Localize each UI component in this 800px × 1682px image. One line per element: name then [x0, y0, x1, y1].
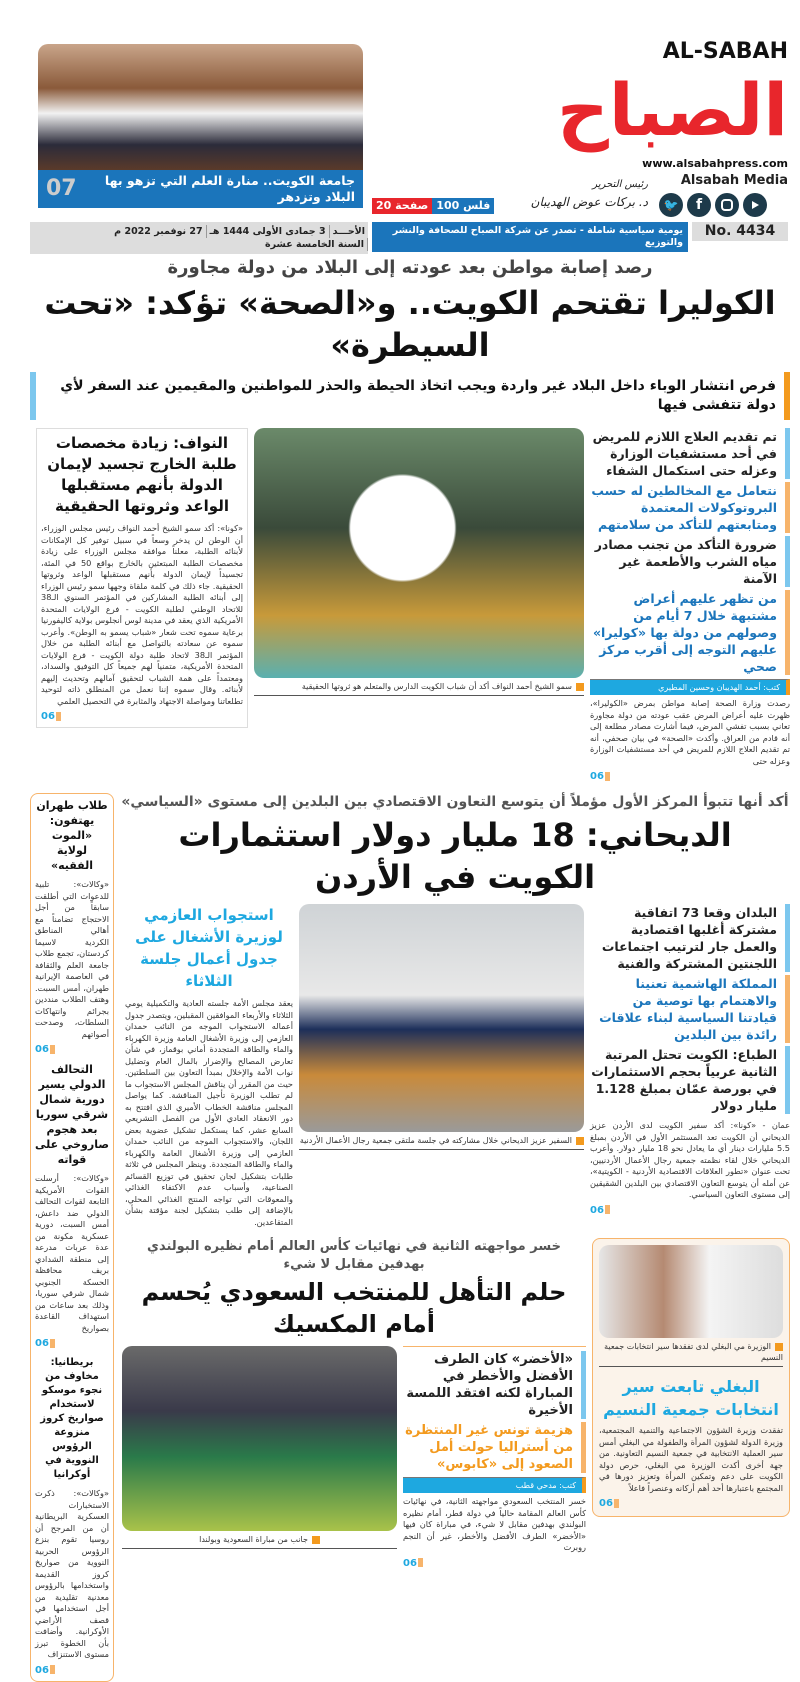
- jordan-photo-caption: السفير عزيز الديحاني خلال مشاركته في جلسة ملتقى جمعية رجال الأعمال الأردنية: [299, 1135, 584, 1150]
- nawaf-photo-caption: سمو الشيخ أحمد النواف أكد أن شباب الكويت الدارس والمتعلم هو ثروتها الحقيقية: [254, 681, 584, 696]
- azmi-headline[interactable]: استجواب العازمي لوزيرة الأشغال على جدول أعمال جلسة الثلاثاء: [135, 906, 283, 990]
- facebook-icon[interactable]: f: [687, 193, 711, 217]
- lead-bullet: تم تقديم العلاج اللازم للمريض في أحد مستشفيات الوزارة وعزله حتى استكمال الشفاء: [590, 428, 790, 479]
- match-photo: [122, 1346, 397, 1531]
- day: الأحـــد: [332, 226, 365, 237]
- jordan-bullet: الطباع: الكويت تحتل المرتبة الثانية عربياً بحجم الاستثمارات في بورصة عمّان بمبلغ 1.128 مليار دولار: [590, 1046, 790, 1114]
- issue-number: No. 4434: [692, 222, 788, 241]
- jordan-row: [120, 904, 790, 1228]
- nawaf-photo: [254, 428, 584, 678]
- page-content: [30, 256, 790, 1682]
- teaser-title: جامعة الكويت.. منارة العلم التي تزهو بها البلاد وتزدهر: [104, 173, 355, 204]
- lead-page-ref[interactable]: 06: [590, 770, 790, 783]
- sidebar-page-ref[interactable]: 06: [35, 1043, 109, 1056]
- lower-main: [120, 793, 790, 1570]
- website[interactable]: www.alsabahpress.com: [642, 157, 788, 170]
- social-label: Alsabah Media: [680, 173, 788, 188]
- price-box: [372, 198, 494, 214]
- bottom-row: [120, 1238, 790, 1570]
- nawaf-body: «كونا»: أكد سمو الشيخ أحمد النواف رئيس مجلس الوزراء، أن الوطن لن يدخر وسعاً في سبيل توفير كل الإمكانات لأبنائه الطلبة، معلناً موافقة مجلس الوزراء على زيادة مخصصات الطلبة المبتعثين بالخارج بواقع 50 في المئة، تجسيداً لإيمان الدولة بأنهم مستقبلها الواعد وثروتها الحقيقية. جاء ذلك في كلمة ملقاة وجهها سمو رئيس الوزراء إلى أبنائه الطلبة المشاركين في المؤتمر السنوي الـ38 للاتحاد الوطني لطلبة الكويت - فرع الولايات المتحدة الأمريكية الذي يعقد في مدينة لوس أنجلوس بولاية كاليفورنيا برعاية سموه تحت شعار «شباب يسمو به الوطن». وأعرب سموه عن سعادته بالتواصل مع أبنائه الطلبة من خلال المؤتمر الـ38 لاتحاد طلبة دولة الكويت - فرع الولايات المتحدة الأمريكية، متمنياً لهم جميعاً كل التوفيق والسداد، ومعتمداً على همة الشباب لتحقيق آمالهم وتحديث إليهم لأبنائه. وقال سموه إننا نعمل من المنطلق ذاته لتوحيد تطلعاتنا ومواصلة الاجتهاد والمثابرة في التحصيل العلمي: [41, 523, 243, 706]
- sidebar-headline[interactable]: طلاب طهران يهتفون: «الموت لولاية الفقيه»: [36, 799, 108, 872]
- teaser-page: 07: [46, 176, 77, 201]
- nawaf-photo-block: [254, 428, 584, 696]
- lead-byline: كتب: أحمد الهديبان وحسين المطيري: [590, 679, 790, 695]
- baghli-body: تفقدت وزيرة الشؤون الاجتماعية والتنمية المجتمعية، وزيرة الدولة لشؤون المرأة والطفولة مي البغلي أمس سير العملية الانتخابية في جمعية النسيم التعاونية. من جهة أخرى أكدت الوزيرة مي البغلي، حرص دولة الكويت على دعم وتمكين المرأة وتعزيز دورها في المجتمع باعتبارها أحد أهم أركانه وعنصراً فاعلاً: [599, 1425, 783, 1493]
- jordan-bullet: المملكة الهاشمية تعنينا والاهتمام بها توصية من قيادتنا السياسية لبناء علاقات رائدة بين البلدين: [590, 975, 790, 1043]
- lower-section: [30, 793, 790, 1682]
- baghli-headline[interactable]: البغلي تابعت سير انتخابات جمعية النسيم: [603, 1377, 779, 1419]
- lead-subhead: فرص انتشار الوباء داخل البلاد غير واردة ويجب اتخاذ الحيطة والحذر للمواطنين والمقيمين عند السفر لأي دولة تتفشى فيها: [30, 372, 790, 420]
- sports-headline[interactable]: حلم التأهل للمنتخب السعودي يُحسم أمام المكسيك: [141, 1278, 567, 1338]
- jordan-photo: [299, 904, 584, 1132]
- sports-section: [122, 1238, 586, 1570]
- jordan-kicker: أكد أنها تتبوأ المركز الأول مؤملاً أن يتوسع التعاون الاقتصادي بين البلدين إلى مستوى «السياسي»: [121, 794, 789, 810]
- jordan-page-ref[interactable]: 06: [590, 1204, 790, 1217]
- nawaf-page-ref[interactable]: 06: [41, 710, 243, 723]
- nawaf-headline[interactable]: النواف: زيادة مخصصات طلبة الخارج تجسيد لإيمان الدولة بأنهم مستقبلها الواعد وثروتها الحقيقية: [47, 434, 237, 515]
- lead-headline[interactable]: الكوليرا تقتحم الكويت.. و«الصحة» تؤكد: «تحت السيطرة»: [44, 284, 776, 364]
- sports-bullet: هزيمة تونس غير المنتظرة من أستراليا حولت أمل الصعود إلى «كابوس»: [403, 1422, 586, 1473]
- sidebar-page-ref[interactable]: 06: [35, 1337, 109, 1350]
- jordan-photo-block: [299, 904, 584, 1150]
- sports-row: [122, 1346, 586, 1570]
- instagram-icon[interactable]: [715, 193, 739, 217]
- jordan-body: عمان - «كونا»: أكد سفير الكويت لدى الأردن عزيز الديحاني أن الكويت تعد المستثمر الأول في الأردن بمبلغ 5.5 مليارات دينار أي ما يعادل نحو 18 مليار دولار. وأعرب الديحاني خلال لقاء نظمته جمعية رجال الأعمال الأردنيين، تحت عنوان «تطور العلاقات الاقتصادية الأردنية - الكويتية»، عن أمله أن يتوسع التعاون الاقتصادي بين البلدين الشقيقين إلى مستوى التعاون السياسي.: [590, 1120, 790, 1199]
- lead-bullets: [590, 428, 790, 783]
- university-photo: [38, 44, 363, 170]
- lead-bullet: نتعامل مع المخالطين له حسب البروتوكولات المعتمدة ومتابعتهم للتأكد من سلامتهم: [590, 482, 790, 533]
- price: 100 فلس: [432, 198, 494, 214]
- lead-bullet: من تظهر عليهم أعراض مشتبهة خلال 7 أيام من وصولهم من دولة بها «كوليرا» عليهم التوجه إلى أقرب مركز صحي: [590, 590, 790, 675]
- sports-column: [403, 1346, 586, 1570]
- match-photo-caption: جانب من مباراة السعودية وبولندا: [122, 1534, 397, 1549]
- social-icons: [659, 193, 767, 217]
- teaser-bar[interactable]: [38, 170, 363, 208]
- tagline-bar: يومية سياسية شاملة - تصدر عن شركة الصباح للصحافة والنشر والتوزيع: [372, 222, 688, 252]
- baghli-photo: [599, 1245, 783, 1338]
- azmi-body: يعقد مجلس الأمة جلسته العادية والتكميلية يومي الثلاثاء والأربعاء الموافقين المقبلين، ويتصدر جدول أعماله الاستجواب الموجه من النائب حمدان العازمي إلى وزيرة الأشغال العامة وزيرة الكهرباء والماء والطاقة المتجددة أماني بوقماز، في شأن تعارض المصالح والإضرار بالمال العام وتضليل نواب الأمة والإخلال بمبدأ التعاون بين السلطتين. حيث من المقرر أن يناقش المجلس الاستجواب ما لم تطلب الوزيرة تأجيل المناقشة. كما يواصل المجلس مناقشة الخطاب الأميري الذي افتتح به دور الانعقاد العادي الأول من الفصل التشريعي السابع عشر، كما يستكمل تشكيل عضوية بعض اللجان، والاستجواب الموجه من النائب حمدان العازمي إلى وزيرة الأشغال العامة والكهرباء والماء والطاقة المتجددة. وينظر المجلس في ثلاثة طلبات بتشكيل لجان تحقيق في توزيع القسائم الصناعية، وأسباب عدم الاكتفاء الغذائي والمعوقات التي تواجه المنتج الغذائي المحلي، بالإضافة إلى طلب بتشكيل لجنة مؤقتة بشأن المتقاعدين.: [125, 998, 293, 1227]
- lead-body: رصدت وزارة الصحة إصابة مواطن بمرض «الكوليرا»، ظهرت عليه أعراض المرض عقب عودته من دولة مجاورة تعاني بسبب تفشي المرض، فيما أشارت مصادر مطلعة إلى أنه قادم من العراق. وأكدت «الصحة» في بيان صحفي، أنه تم تقديم العلاج اللازم للمريض في أحد مستشفيات الوزارة وعزله حتى: [590, 698, 790, 766]
- sports-bullet: «الأخضر» كان الطرف الأفضل والأخطر في المباراة لكنه افتقد اللمسة الأخيرة: [403, 1351, 586, 1419]
- gregorian-date: 27 نوفمبر 2022 م: [111, 225, 206, 238]
- sidebar-body: «وكالات»: أرسلت القوات الأمريكية التابعة لقوات التحالف الدولي ضد داعش، أمس السبت، دورية عسكرية مكونة من عدة عربات مدرعة إلى منطقة الشدادي بريف محافظة الحسكة الجنوبي شمال شرقي سوريا، وذلك بعد ساعات من استهداف القاعدة بصواريخ: [35, 1173, 109, 1333]
- jordan-headline[interactable]: الديحاني: 18 مليار دولار استثمارات الكويت في الأردن: [178, 816, 732, 896]
- sports-page-ref[interactable]: 06: [403, 1557, 586, 1570]
- hijri-date: 3 جمادى الأولى 1444 هـ: [207, 225, 330, 238]
- page-count: 20 صفحة: [372, 198, 432, 214]
- azmi-story: [125, 904, 293, 1228]
- baghli-page-ref[interactable]: 06: [599, 1497, 783, 1510]
- sidebar-headline[interactable]: بريطانيا: مخاوف من نجوء موسكو لاستخدام صواريخ كروز منزوعة الرؤوس النووية في أوكرانيا: [40, 1357, 104, 1480]
- sidebar-body: «وكالات»: ذكرت الاستخبارات العسكرية البريطانية أن من المرجح أن روسيا تقوم بنزع الرؤوس الحربية النووية من صواريخ كروز القديمة واستخدامها بالرؤوس معدنية تقليدية من أجل استخدامها في قصف الأراضي الأوكرانية. وأضافت بأن الخطوة تبرز مستوى الاستنزاف: [35, 1488, 109, 1659]
- lead-kicker: رصد إصابة مواطن بعد عودته إلى البلاد من دولة مجاورة: [167, 257, 653, 278]
- jordan-bullets: [590, 904, 790, 1217]
- brand-latin: AL-SABAH: [662, 39, 788, 64]
- lead-row: [30, 428, 790, 783]
- jordan-bullet: البلدان وقعا 73 اتفاقية مشتركة أغلبها اقتصادية والعمل جار لترتيب اجتماعات اللجنتين المشتركة والفنية: [590, 904, 790, 972]
- sports-kicker: خسر مواجهته الثانية في نهائيات كأس العالم أمام نظيره البولندي بهدفين مقابل لا شيء: [147, 1239, 561, 1272]
- match-photo-block: [122, 1346, 397, 1549]
- year-label: السنة الخامسة عشرة: [262, 238, 368, 251]
- editor-title: رئيس التحرير: [592, 179, 648, 190]
- editor-signature: د. بركات عوض الهديبان: [530, 195, 648, 209]
- sports-body: خسر المنتخب السعودي مواجهته الثانية، في نهائيات كأس العالم المقامة حالياً في دولة قطر، أمام نظيره البولندي بهدفين مقابل لا شيء، في مباراة كان فيها «الأخضر» الطرف الأفضل والأخطر، غير أن النجم روبرت: [403, 1496, 586, 1552]
- date-bar: [30, 222, 368, 254]
- youtube-icon[interactable]: [743, 193, 767, 217]
- brand-logo: الصباح: [557, 68, 788, 152]
- nawaf-story: [36, 428, 248, 728]
- sidebar-body: «وكالات»: تلبية للدعوات التي أطلقت سابقاً من أجل الاحتجاج تضامناً مع أهالي المناطق الكردية لاسيما كردستان، تجمع طلاب جامعة العلم والثقافة في العاصمة الإيرانية طهران، أمس السبت. وهتف الطلاب منددين بجرائم وانتهاكات السلطات، وصدحت أصواتهم: [35, 879, 109, 1039]
- sidebar-headline[interactable]: التحالف الدولي يسير دورية شمال شرقي سوريا بعد هجوم صاروخي على قواته: [35, 1063, 109, 1166]
- twitter-icon[interactable]: 🐦: [659, 193, 683, 217]
- lead-bullet: ضرورة التأكد من تجنب مصادر مياه الشرب والأطعمة غير الآمنة: [590, 536, 790, 587]
- baghli-box: [592, 1238, 790, 1517]
- baghli-photo-caption: الوزيرة مي البغلي لدى تفقدها سير انتخابات جمعية النسيم: [599, 1341, 783, 1367]
- sidebar-page-ref[interactable]: 06: [35, 1664, 109, 1677]
- world-sidebar: [30, 793, 114, 1682]
- sports-byline: كتب: مدحي قطب: [403, 1477, 586, 1493]
